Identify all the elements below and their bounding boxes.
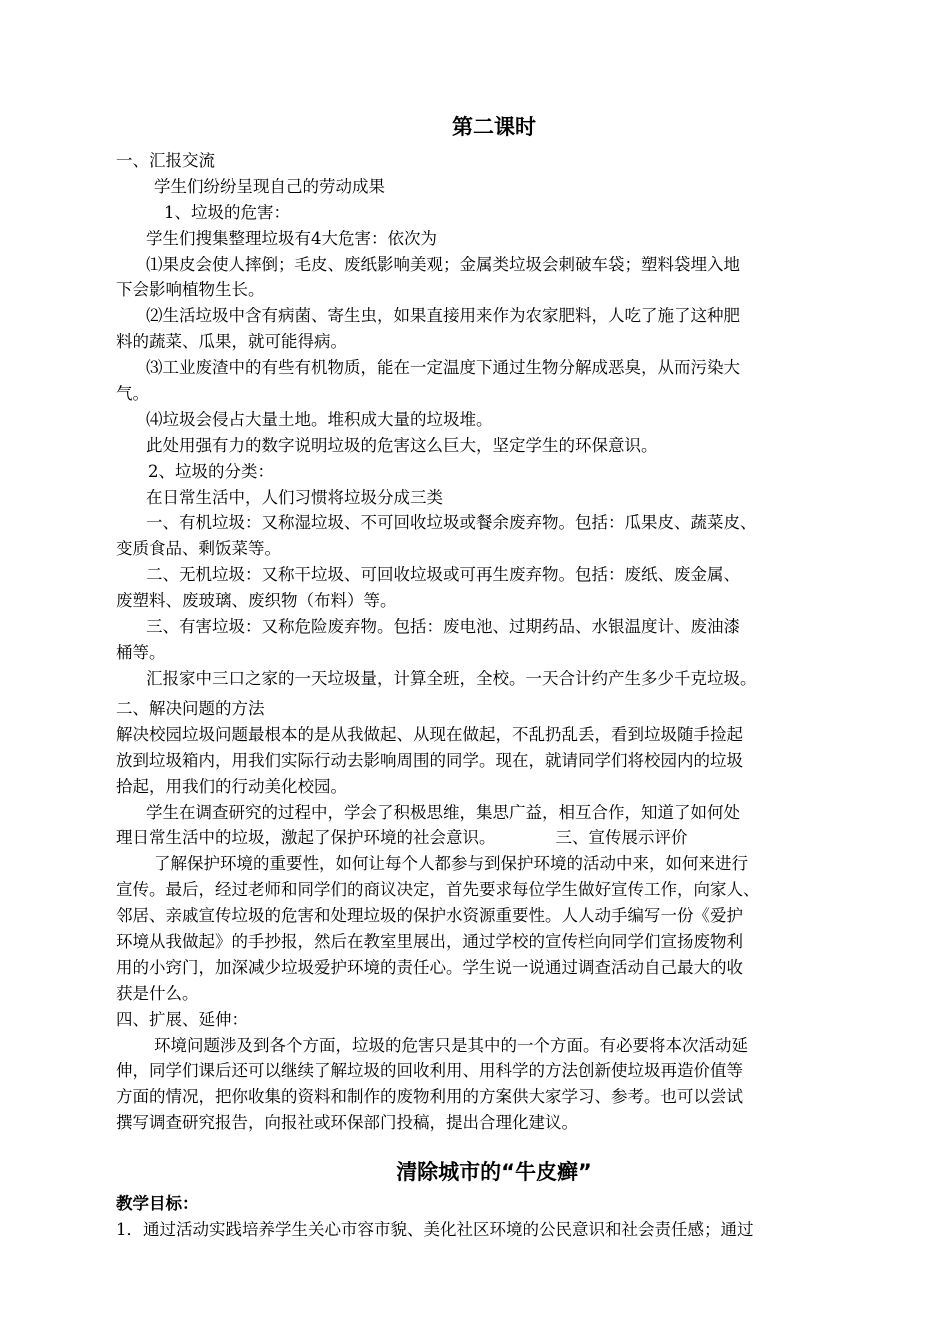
lesson-title: 第二课时 <box>452 115 536 139</box>
paragraph-line: 获是什么。 <box>116 983 199 1003</box>
harm-item-2: ⑵生活垃圾中含有病菌、寄生虫，如果直接用来作为农家肥料，人吃了施了这种肥 <box>146 306 740 326</box>
paragraph-line <box>116 825 872 851</box>
paragraph-text: 理日常生活中的垃圾，激起了保护环境的社会意识。 <box>116 828 496 848</box>
section-heading: 二、解决问题的方法 <box>116 699 265 718</box>
category-item-1: 一、有机垃圾：又称湿垃圾、不可回收垃圾或餐余废弃物。包括：瓜果皮、蔬菜皮、 <box>146 513 757 533</box>
paragraph-line: 放到垃圾箱内，用我们实际行动去影响周围的同学。现在，就请同学们将校园内的垃圾 <box>116 750 743 770</box>
paragraph-line: 用的小窍门，加深减少垃圾爱护环境的责任心。学生说一说通过调查活动自己最大的收 <box>116 957 743 977</box>
objective-item-1: 1．通过活动实践培养学生关心市容市貌、美化社区环境的公民意识和社会责任感；通过 <box>116 1219 754 1239</box>
section-heading: 一、汇报交流 <box>116 151 215 170</box>
category-item-1-cont: 变质食品、剩饭菜等。 <box>116 539 281 559</box>
category-item-3-cont: 桶等。 <box>116 642 166 662</box>
harm-item-1-cont: 下会影响植物生长。 <box>116 280 265 300</box>
harm-item-1: ⑴果皮会使人摔倒；毛皮、废纸影响美观；金属类垃圾会刺破车袋；塑料袋埋入地 <box>146 254 740 274</box>
paragraph-line: 邻居、亲戚宣传垃圾的危害和处理垃圾的保护水资源重要性。人人动手编写一份《爱护 <box>116 906 743 926</box>
next-lesson-title: 清除城市的“牛皮癣” <box>396 1160 592 1184</box>
paragraph-line: 环境从我做起》的手抄报，然后在教室里展出，通过学校的宣传栏向同学们宣扬废物利 <box>116 932 743 952</box>
document-page <box>116 0 872 1344</box>
paragraph-line: 伸，同学们课后还可以继续了解垃圾的回收利用、用科学的方法创新使垃圾再造价值等 <box>116 1061 743 1081</box>
paragraph-line: 汇报家中三口之家的一天垃圾量，计算全班，全校。一天合计约产生多少千克垃圾。 <box>146 668 757 688</box>
paragraph-line: 学生在调查研究的过程中，学会了积极思维，集思广益，相互合作，知道了如何处 <box>146 802 740 822</box>
category-item-3: 三、有害垃圾：又称危险废弃物。包括：废电池、过期药品、水银温度计、废油漆 <box>146 617 740 637</box>
paragraph-line: 学生们搜集整理垃圾有4大危害：依次为 <box>146 228 437 248</box>
objectives-heading: 教学目标： <box>116 1194 199 1213</box>
paragraph-line: 在日常生活中，人们习惯将垃圾分成三类 <box>146 487 443 507</box>
paragraph-line: 撰写调查研究报告，向报社或环保部门投稿，提出合理化建议。 <box>116 1113 578 1133</box>
category-item-2: 二、无机垃圾：又称干垃圾、可回收垃圾或可再生废弃物。包括：废纸、废金属、 <box>146 565 740 585</box>
harm-item-3-cont: 气。 <box>116 384 149 404</box>
subheading: 2、垃圾的分类： <box>148 461 274 481</box>
harm-item-2-cont: 料的蔬菜、瓜果，就可能得病。 <box>116 332 347 352</box>
paragraph-line: 拾起，用我们的行动美化校园。 <box>116 776 347 796</box>
harm-item-3: ⑶工业废渣中的有些有机物质，能在一定温度下通过生物分解成恶臭，从而污染大 <box>146 358 740 378</box>
paragraph-line: 环境问题涉及到各个方面，垃圾的危害只是其中的一个方面。有必要将本次活动延 <box>154 1035 748 1055</box>
category-item-2-cont: 废塑料、废玻璃、废织物（布料）等。 <box>116 591 397 611</box>
section-heading: 四、扩展、延伸： <box>116 1009 248 1029</box>
next-lesson-objectives <box>116 1191 872 1243</box>
paragraph-line: 此处用强有力的数字说明垃圾的危害这么巨大，坚定学生的环保意识。 <box>146 435 658 455</box>
section-two <box>116 696 872 1136</box>
subheading: 1、垃圾的危害： <box>164 202 290 222</box>
harm-item-4: ⑷垃圾会侵占大量土地。堆积成大量的垃圾堆。 <box>146 409 493 429</box>
paragraph-line: 宣传。最后，经过老师和同学们的商议决定，首先要求每位学生做好宣传工作，向家人、 <box>116 880 760 900</box>
paragraph-line: 解决校园垃圾问题最根本的是从我做起、从现在做起，不乱扔乱丢，看到垃圾随手捡起 <box>116 724 743 744</box>
paragraph-line: 了解保护环境的重要性，如何让每个人都参与到保护环境的活动中来，如何来进行 <box>154 854 748 874</box>
section-one <box>116 148 872 692</box>
paragraph-line: 学生们纷纷呈现自己的劳动成果 <box>154 176 385 196</box>
paragraph-line: 方面的情况，把你收集的资料和制作的废物利用的方案供大家学习、参考。也可以尝试 <box>116 1087 743 1107</box>
section-heading: 三、宣传展示评价 <box>555 828 688 848</box>
